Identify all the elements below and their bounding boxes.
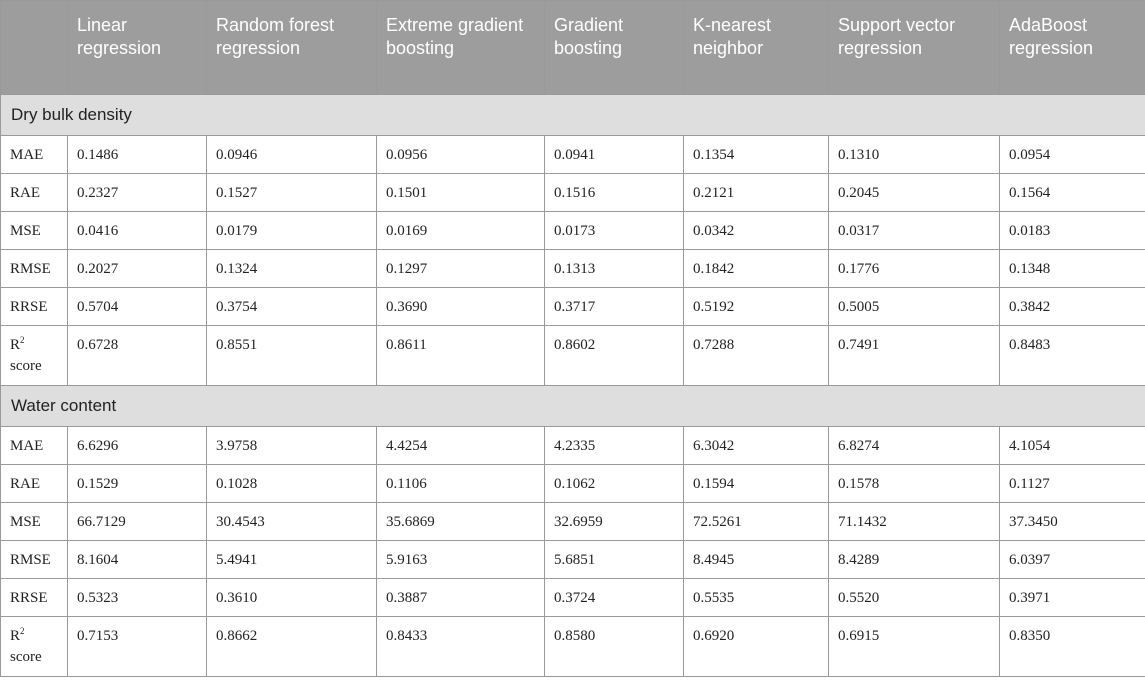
- value-cell: 6.0397: [1000, 541, 1145, 579]
- value-cell: 0.6915: [829, 617, 1000, 677]
- value-cell: 4.1054: [1000, 427, 1145, 465]
- value-cell: 72.5261: [684, 503, 829, 541]
- value-cell: 0.0342: [684, 212, 829, 250]
- table-body: [1, 95, 1145, 677]
- metric-superscript: 2: [20, 335, 25, 345]
- value-cell: 0.0173: [545, 212, 684, 250]
- section-title: Water content: [1, 386, 1145, 427]
- value-cell: 0.3724: [545, 579, 684, 617]
- header-row: [1, 1, 1145, 95]
- metric-label: RMSE: [10, 261, 51, 277]
- metric-cell: [1, 174, 68, 212]
- value-cell: 0.1842: [684, 250, 829, 288]
- header-adaboost-regression: AdaBoost regression: [1000, 1, 1145, 95]
- value-cell: 0.1354: [684, 136, 829, 174]
- value-cell: 0.0954: [1000, 136, 1145, 174]
- value-cell: 0.3690: [377, 288, 545, 326]
- table-row: [1, 212, 1145, 250]
- header-k-nearest-neighbor: K-nearest neighbor: [684, 1, 829, 95]
- value-cell: 0.8350: [1000, 617, 1145, 677]
- value-cell: 8.4945: [684, 541, 829, 579]
- value-cell: 0.1313: [545, 250, 684, 288]
- value-cell: 37.3450: [1000, 503, 1145, 541]
- value-cell: 0.1324: [207, 250, 377, 288]
- value-cell: 0.1348: [1000, 250, 1145, 288]
- value-cell: 0.5535: [684, 579, 829, 617]
- value-cell: 0.8551: [207, 326, 377, 386]
- metric-label: MSE: [10, 514, 41, 530]
- value-cell: 0.0946: [207, 136, 377, 174]
- value-cell: 0.1578: [829, 465, 1000, 503]
- value-cell: 0.1297: [377, 250, 545, 288]
- table-row: [1, 617, 1145, 677]
- metric-label: RRSE: [10, 590, 48, 606]
- value-cell: 0.0317: [829, 212, 1000, 250]
- metric-cell: [1, 541, 68, 579]
- value-cell: 0.5520: [829, 579, 1000, 617]
- value-cell: 6.8274: [829, 427, 1000, 465]
- value-cell: 0.3971: [1000, 579, 1145, 617]
- value-cell: 0.8662: [207, 617, 377, 677]
- value-cell: 5.9163: [377, 541, 545, 579]
- value-cell: 0.1028: [207, 465, 377, 503]
- value-cell: 3.9758: [207, 427, 377, 465]
- value-cell: 0.1106: [377, 465, 545, 503]
- table-row: [1, 503, 1145, 541]
- metric-suffix: score: [10, 649, 42, 665]
- metric-superscript: 2: [20, 626, 25, 636]
- value-cell: 0.1527: [207, 174, 377, 212]
- value-cell: 0.8611: [377, 326, 545, 386]
- header-random-forest-regression: Random forest regression: [207, 1, 377, 95]
- value-cell: 32.6959: [545, 503, 684, 541]
- metric-cell: [1, 427, 68, 465]
- metric-cell: [1, 617, 68, 677]
- value-cell: 8.1604: [68, 541, 207, 579]
- value-cell: 0.2045: [829, 174, 1000, 212]
- table-row: [1, 465, 1145, 503]
- metric-label: RMSE: [10, 552, 51, 568]
- metric-cell: [1, 136, 68, 174]
- metric-label: RAE: [10, 476, 40, 492]
- value-cell: 0.0941: [545, 136, 684, 174]
- metric-cell: [1, 212, 68, 250]
- value-cell: 0.3717: [545, 288, 684, 326]
- value-cell: 0.8602: [545, 326, 684, 386]
- value-cell: 0.0416: [68, 212, 207, 250]
- value-cell: 5.4941: [207, 541, 377, 579]
- value-cell: 0.8580: [545, 617, 684, 677]
- value-cell: 0.3887: [377, 579, 545, 617]
- metric-label: MAE: [10, 438, 44, 454]
- metric-label: RRSE: [10, 299, 48, 315]
- header-linear-regression: Linear regression: [68, 1, 207, 95]
- value-cell: 8.4289: [829, 541, 1000, 579]
- table-row: [1, 427, 1145, 465]
- value-cell: 0.1062: [545, 465, 684, 503]
- table-row: [1, 326, 1145, 386]
- table-row: [1, 541, 1145, 579]
- table-row: [1, 250, 1145, 288]
- section-row: [1, 95, 1145, 136]
- header-support-vector-regression: Support vector regression: [829, 1, 1000, 95]
- header-extreme-gradient-boosting: Extreme gradient boosting: [377, 1, 545, 95]
- metric-label: RAE: [10, 185, 40, 201]
- value-cell: 0.1776: [829, 250, 1000, 288]
- header-gradient-boosting: Gradient boosting: [545, 1, 684, 95]
- value-cell: 0.1310: [829, 136, 1000, 174]
- value-cell: 0.5005: [829, 288, 1000, 326]
- value-cell: 4.4254: [377, 427, 545, 465]
- value-cell: 66.7129: [68, 503, 207, 541]
- metric-cell: [1, 250, 68, 288]
- metric-cell: [1, 579, 68, 617]
- value-cell: 0.6728: [68, 326, 207, 386]
- value-cell: 0.5323: [68, 579, 207, 617]
- value-cell: 0.2027: [68, 250, 207, 288]
- value-cell: 71.1432: [829, 503, 1000, 541]
- value-cell: 0.1516: [545, 174, 684, 212]
- value-cell: 0.1127: [1000, 465, 1145, 503]
- value-cell: 0.5704: [68, 288, 207, 326]
- table-row: [1, 579, 1145, 617]
- value-cell: 0.2327: [68, 174, 207, 212]
- header-cell-empty: [1, 1, 68, 95]
- metric-label: MAE: [10, 147, 44, 163]
- value-cell: 0.1501: [377, 174, 545, 212]
- metric-cell: [1, 503, 68, 541]
- value-cell: 0.3842: [1000, 288, 1145, 326]
- metric-cell: [1, 288, 68, 326]
- value-cell: 5.6851: [545, 541, 684, 579]
- value-cell: 6.6296: [68, 427, 207, 465]
- table-row: [1, 136, 1145, 174]
- table-row: [1, 288, 1145, 326]
- value-cell: 0.5192: [684, 288, 829, 326]
- value-cell: 0.0179: [207, 212, 377, 250]
- value-cell: 0.1594: [684, 465, 829, 503]
- value-cell: 0.3754: [207, 288, 377, 326]
- value-cell: 0.3610: [207, 579, 377, 617]
- value-cell: 0.1564: [1000, 174, 1145, 212]
- value-cell: 0.0956: [377, 136, 545, 174]
- value-cell: 0.1529: [68, 465, 207, 503]
- section-row: [1, 386, 1145, 427]
- value-cell: 0.7288: [684, 326, 829, 386]
- metric-label: R: [10, 337, 21, 353]
- value-cell: 4.2335: [545, 427, 684, 465]
- metric-cell: [1, 326, 68, 386]
- value-cell: 0.0183: [1000, 212, 1145, 250]
- value-cell: 30.4543: [207, 503, 377, 541]
- value-cell: 0.8483: [1000, 326, 1145, 386]
- metric-suffix: score: [10, 358, 42, 374]
- metric-cell: [1, 465, 68, 503]
- value-cell: 0.6920: [684, 617, 829, 677]
- value-cell: 0.1486: [68, 136, 207, 174]
- value-cell: 0.7153: [68, 617, 207, 677]
- value-cell: 0.7491: [829, 326, 1000, 386]
- section-title: Dry bulk density: [1, 95, 1145, 136]
- value-cell: 0.0169: [377, 212, 545, 250]
- metric-label: R: [10, 628, 21, 644]
- value-cell: 6.3042: [684, 427, 829, 465]
- value-cell: 0.8433: [377, 617, 545, 677]
- table-row: [1, 174, 1145, 212]
- metric-label: MSE: [10, 223, 41, 239]
- value-cell: 0.2121: [684, 174, 829, 212]
- value-cell: 35.6869: [377, 503, 545, 541]
